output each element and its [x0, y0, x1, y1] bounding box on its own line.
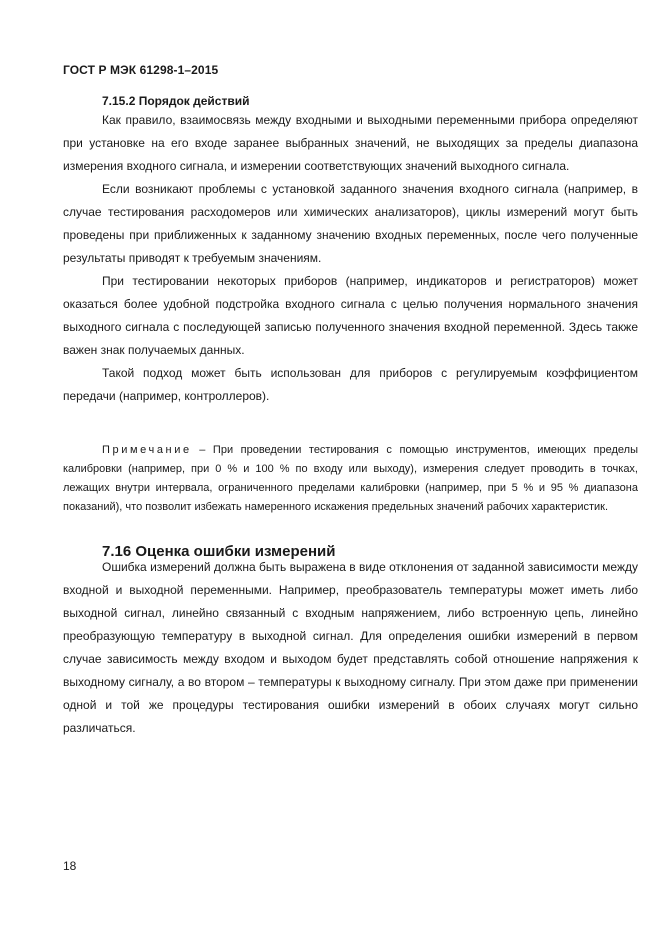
- section-7-15-2-body: [63, 109, 638, 408]
- paragraph: При тестировании некоторых приборов (например, индикаторов и регистраторов) может оказаться более удобной подстройка входного сигнала с целью получения нормального значения выходного сигнала с последующей записью полученного значения входной переменной. Здесь также важен знак получаемых данных.: [63, 274, 638, 357]
- paragraph: Если возникают проблемы с установкой заданного значения входного сигнала (например, в случае тестирования расходомеров или химических анализаторов), циклы измерений могут быть проведены при приближенных к заданному значению входных переменных, после чего полученные результаты приводят к требуемым значениям.: [63, 182, 638, 265]
- note-label: Примечание: [102, 444, 192, 456]
- paragraph: Такой подход может быть использован для приборов с регулируемым коэффициентом передачи (например, контроллеров).: [63, 366, 638, 403]
- paragraph: Ошибка измерений должна быть выражена в виде отклонения от заданной зависимости между входной и выходной переменными. Например, преобразователь температуры может иметь либо выходной сигнал, линейно связанный с входным напряжением, либо встроенную цепь, линейно преобразующую температуру в выходной сигнал. Для определения ошибки измерений в первом случае зависимость между входом и выходом будет представлять собой отношение напряжения к выходному сигналу, а во втором – температуры к выходному сигналу. При этом даже при применении одной и той же процедуры тестирования ошибки измерений в обоих случаях могут сильно различаться.: [63, 560, 638, 735]
- section-heading-7-16: 7.16 Оценка ошибки измерений: [102, 543, 336, 560]
- section-7-16-body: [63, 556, 638, 740]
- standard-code-header: ГОСТ Р МЭК 61298-1–2015: [63, 63, 219, 77]
- note: [63, 441, 638, 517]
- note-text: – При проведении тестирования с помощью инструментов, имеющих пределы калибровки (например, при 0 % и 100 % по входу или выходу), измерения следует проводить в точках, лежащих внутри интервала, ограниченного пределами калибровки (например, при 5 % и 95 % диапазона показаний), что позволит избежать намеренного искажения предельных значений рабочих характеристик.: [63, 444, 638, 513]
- section-heading-7-15-2: 7.15.2 Порядок действий: [102, 94, 250, 108]
- paragraph: Как правило, взаимосвязь между входными и выходными переменными прибора определяют при установке на его входе заранее выбранных значений, не выходящих за пределы диапазона измерения входного сигнала, и измерении соответствующих значений выходного сигнала.: [63, 113, 638, 173]
- page-number: 18: [63, 859, 77, 873]
